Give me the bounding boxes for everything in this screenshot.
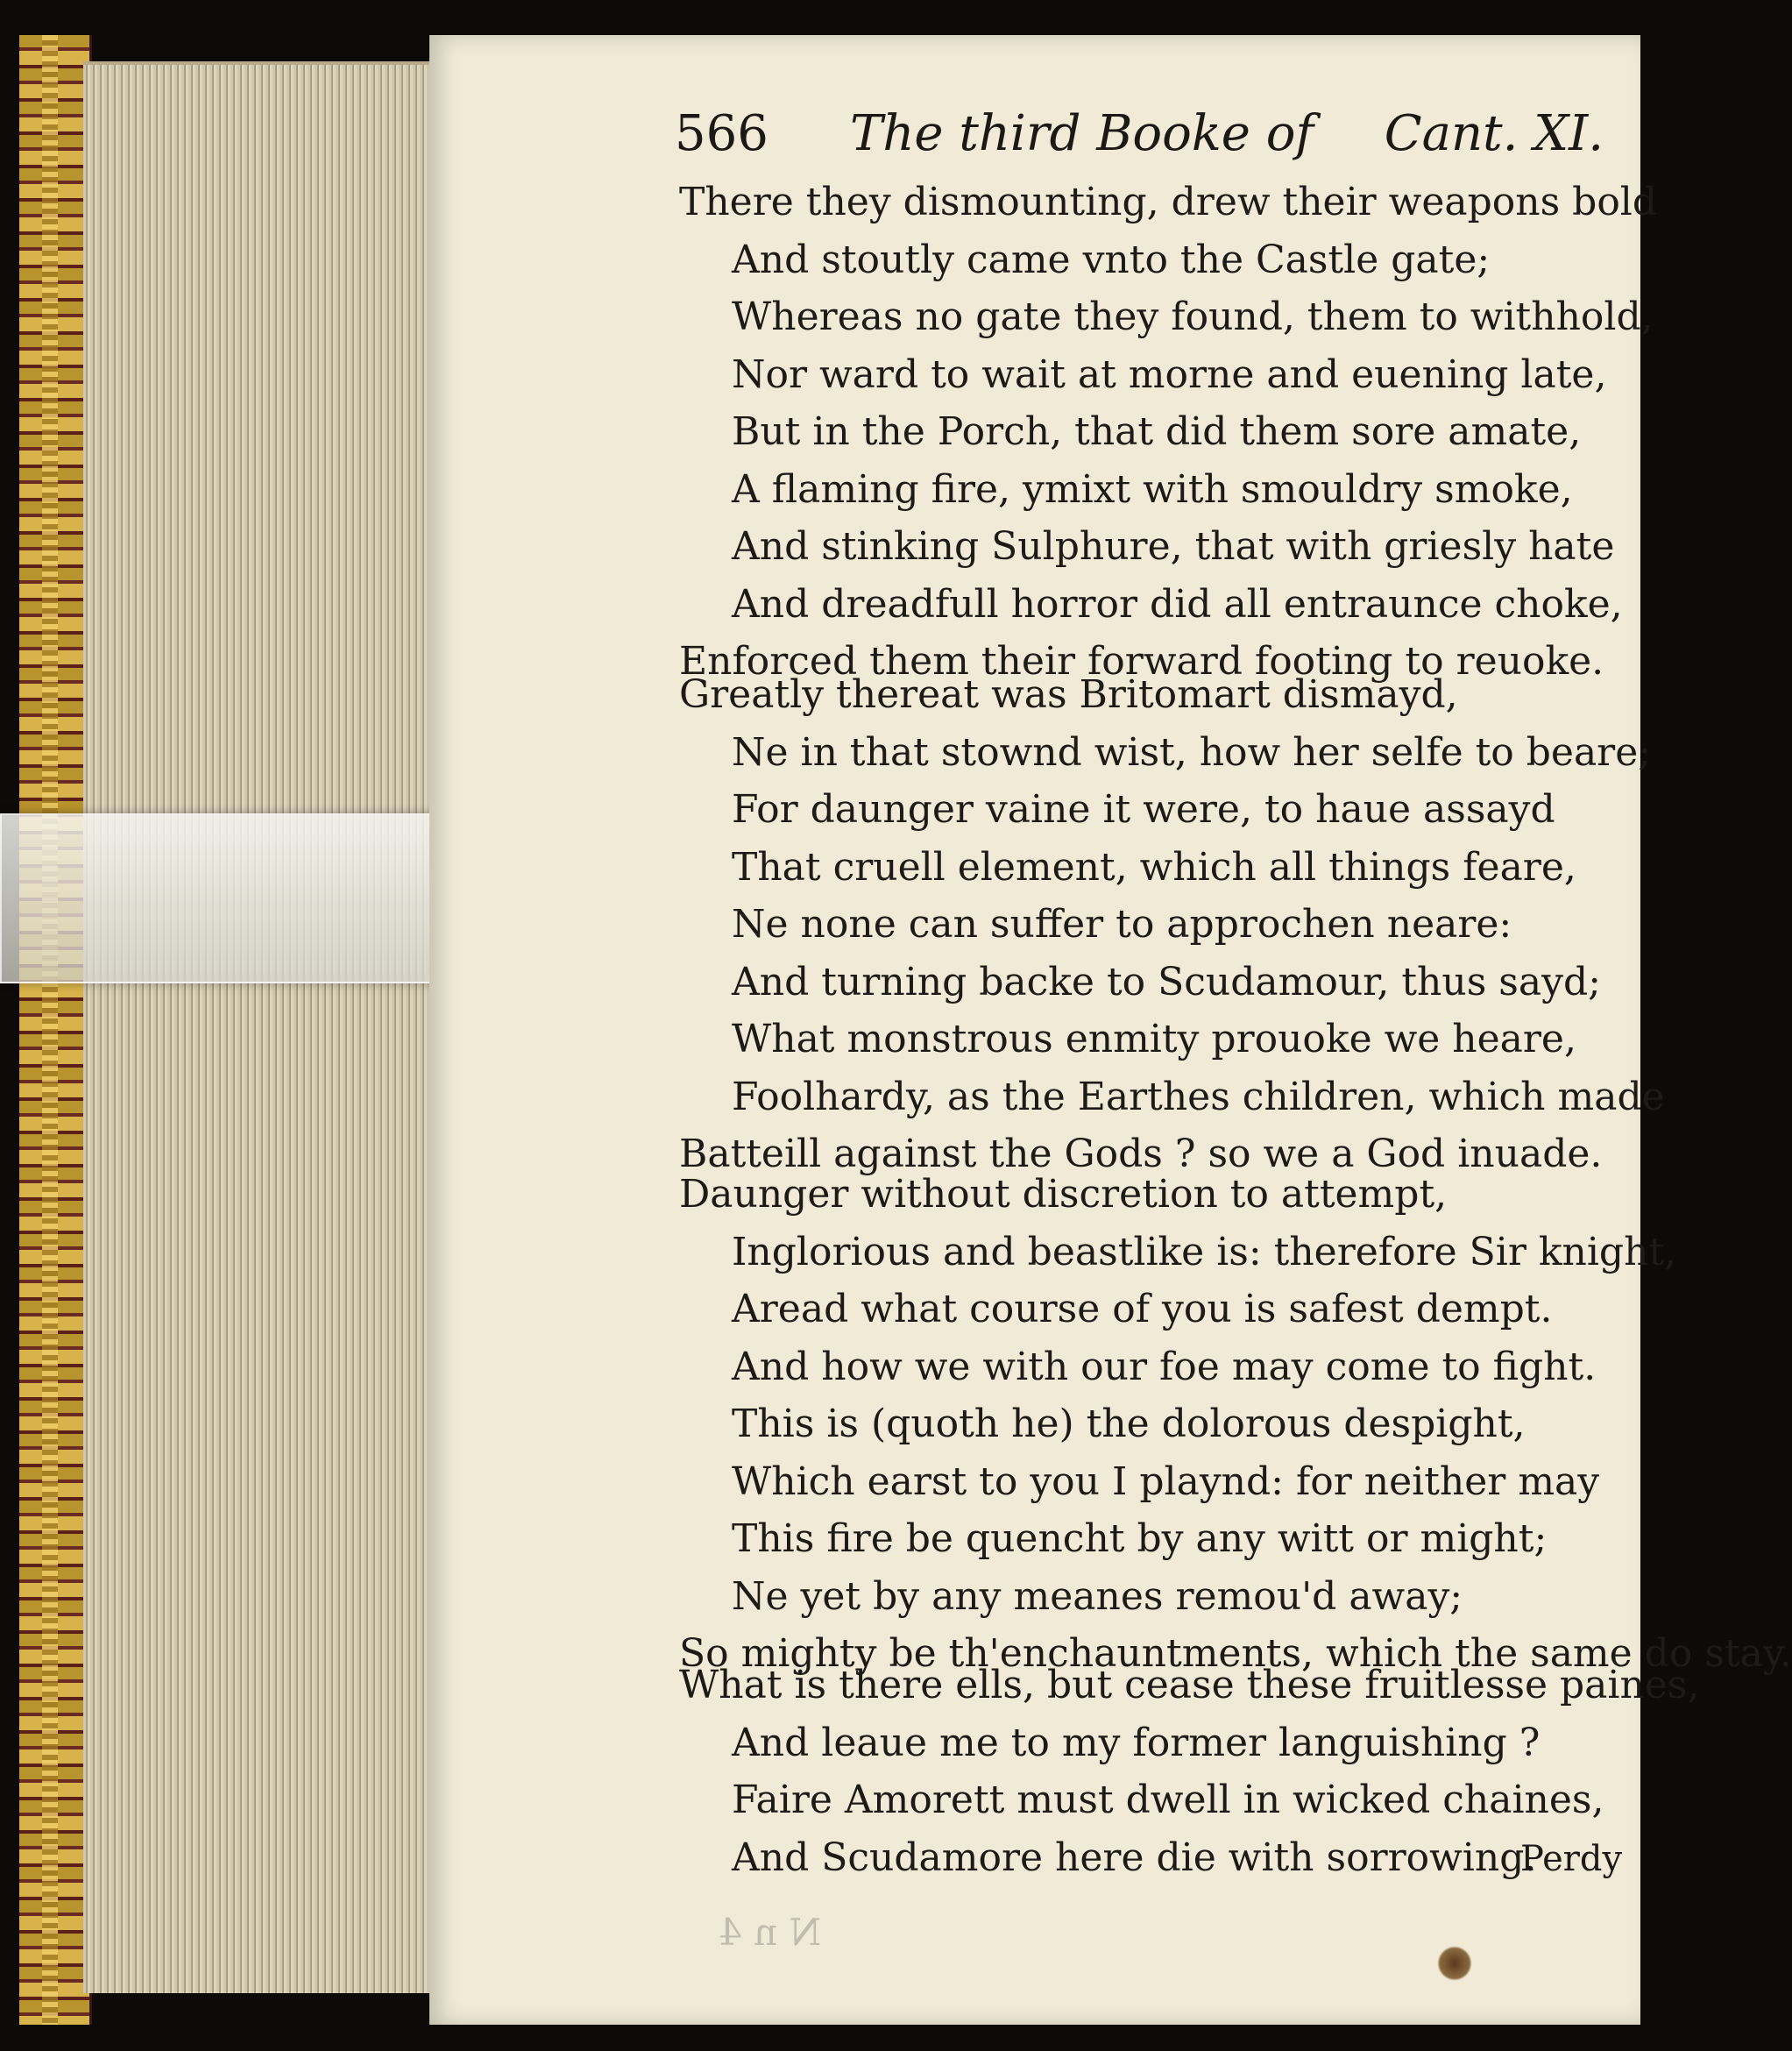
verse-line: And Scudamore here die with sorrowing. — [732, 1835, 1537, 1880]
verse-line: Enforced them their forward footing to reuoke. — [679, 639, 1604, 684]
verse-line: Foolhardy, as the Earthes children, which made — [732, 1074, 1665, 1119]
verse-line: And how we with our foe may come to fight. — [732, 1344, 1597, 1389]
verse-line: Nor ward to wait at morne and euening late, — [732, 351, 1607, 397]
verse-line: Whereas no gate they found, them to withhold, — [732, 295, 1654, 339]
verse-line: This fire be quencht by any witt or might; — [732, 1516, 1548, 1561]
verse-line: And stinking Sulphure, that with griesly hate — [732, 524, 1615, 569]
verse-line: Ne in that stownd wist, how her selfe to beare; — [732, 729, 1652, 775]
verse-line: Daunger without discretion to attempt, — [679, 1172, 1448, 1217]
verse-line: Inglorious and beastlike is: therefore Sir knight, — [732, 1229, 1677, 1274]
verse-line: Ne yet by any meanes remou'd away; — [732, 1573, 1463, 1619]
stanza-2 — [679, 666, 1665, 1183]
stanza-3 — [679, 1166, 1792, 1683]
verse-line: There they dismounting, drew their weapons bold — [679, 180, 1658, 224]
stanza-4 — [679, 1657, 1700, 1886]
signature-mark: N n 4 — [719, 1911, 822, 1954]
verse-line: So mighty be th'enchauntments, which the same do stay. — [679, 1631, 1792, 1676]
verse-line: And turning backe to Scudamour, thus sayd; — [732, 959, 1601, 1004]
verse-line: Batteill against the Gods ? so we a God inuade. — [679, 1132, 1603, 1176]
verse-line: What monstrous enmity prouoke we heare, — [732, 1017, 1576, 1061]
verse-line: What is there ells, but cease these fruitlesse paines, — [679, 1663, 1700, 1707]
running-title: The third Booke of — [850, 105, 1314, 162]
catchword: Perdy — [1520, 1839, 1623, 1879]
verse-line: And dreadfull horror did all entraunce choke, — [732, 581, 1623, 627]
page-header — [675, 96, 1604, 167]
verse-line: And leaue me to my former languishing ? — [732, 1720, 1541, 1765]
page-edges — [83, 61, 434, 1993]
verse-line: That cruell element, which all things feare, — [732, 844, 1576, 890]
gilt-decoration — [42, 35, 58, 2025]
verse-line: But in the Porch, that did them sore amate, — [732, 409, 1582, 454]
verse-line: Aread what course of you is safest dempt. — [732, 1287, 1553, 1331]
verse-line: And stoutly came vnto the Castle gate; — [732, 237, 1491, 282]
verse-line: Which earst to you I playnd: for neither may — [732, 1458, 1600, 1504]
canto-label: Cant. XI. — [1384, 105, 1604, 162]
acrylic-page-clip — [0, 813, 494, 983]
page-number: 566 — [675, 105, 769, 162]
verse-line: Ne none can suffer to approchen neare: — [732, 902, 1512, 947]
verse-line: For daunger vaine it were, to haue assayd — [732, 787, 1555, 832]
verse-line: This is (quoth he) the dolorous despight, — [732, 1402, 1526, 1446]
verse-line: Faire Amorett must dwell in wicked chaines, — [732, 1778, 1604, 1822]
verse-line: Greatly thereat was Britomart dismayd, — [679, 672, 1458, 717]
page-stain — [1437, 1946, 1472, 1981]
stanza-1 — [679, 174, 1658, 691]
verse-line: A flaming fire, ymixt with smouldry smoke, — [732, 466, 1573, 512]
